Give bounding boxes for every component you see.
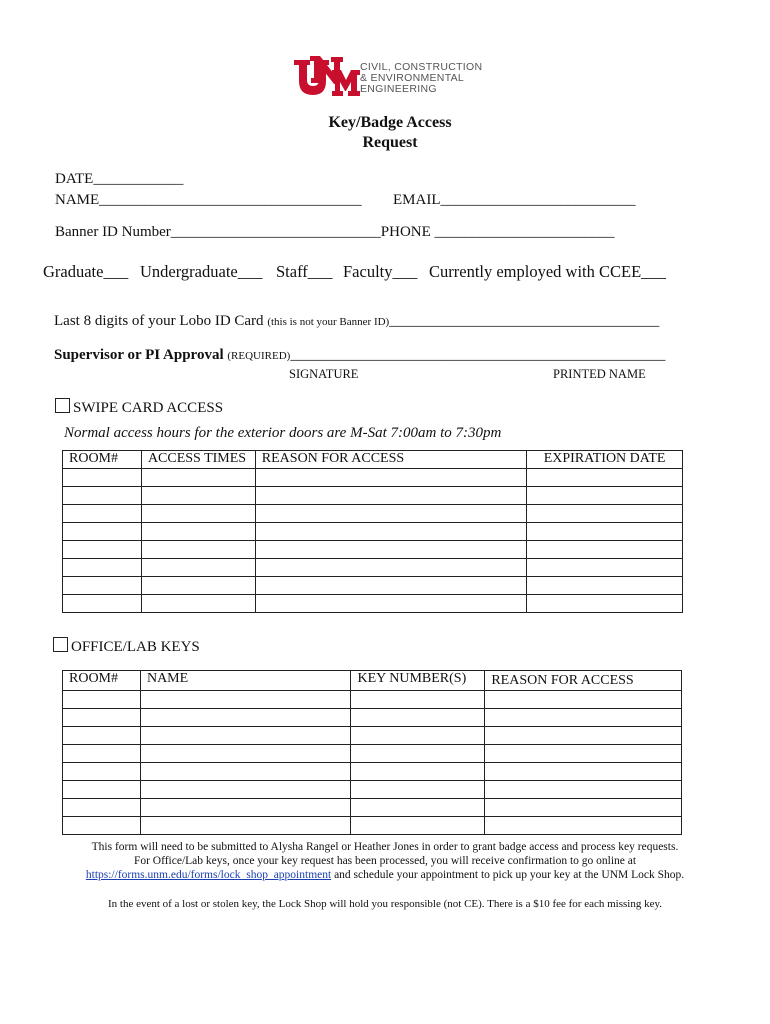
appointment-note-rest: and schedule your appointment to pick up your key at the UNM Lock Shop.	[331, 869, 685, 881]
email-field[interactable]: EMAIL__________________________	[393, 192, 636, 208]
undergraduate-option[interactable]: Undergraduate___	[140, 262, 263, 281]
swipe-card-checkbox[interactable]	[55, 398, 70, 413]
col-reason: REASON FOR ACCESS	[485, 671, 682, 691]
office-keys-checkbox[interactable]	[53, 637, 68, 652]
table-row[interactable]	[63, 469, 683, 487]
col-room: ROOM#	[63, 451, 142, 469]
swipe-card-section	[55, 398, 223, 417]
table-row[interactable]	[63, 577, 683, 595]
table-row[interactable]	[63, 781, 682, 799]
table-row[interactable]	[63, 691, 682, 709]
supervisor-line: __________________________________________________	[290, 347, 666, 363]
table-row[interactable]	[63, 745, 682, 763]
name-field[interactable]: NAME___________________________________	[55, 192, 362, 208]
key-confirmation-note: For Office/Lab keys, once your key request has been processed, you will receive confirmation to go online at	[133, 855, 637, 867]
faculty-option[interactable]: Faculty___	[343, 262, 418, 281]
appointment-note	[0, 869, 770, 881]
table-header-row	[63, 671, 682, 691]
supervisor-field[interactable]	[54, 347, 665, 364]
office-keys-heading: OFFICE/LAB KEYS	[71, 639, 200, 655]
col-expiration: EXPIRATION DATE	[527, 451, 683, 469]
form-title-line-1: Key/Badge Access	[328, 114, 452, 131]
supervisor-label: Supervisor or PI Approval	[54, 347, 224, 363]
lobo-id-label: Last 8 digits of your Lobo ID Card	[54, 313, 264, 329]
table-row[interactable]	[63, 559, 683, 577]
lock-shop-link[interactable]: https://forms.unm.edu/forms/lock_shop_appointment	[85, 869, 332, 881]
table-row[interactable]	[63, 799, 682, 817]
banner-phone-field[interactable]: Banner ID Number____________________________PHONE ________________________	[55, 224, 615, 240]
department-name	[360, 62, 482, 95]
col-name: NAME	[140, 671, 351, 691]
access-hours-note: Normal access hours for the exterior doors are M-Sat 7:00am to 7:30pm	[64, 425, 502, 441]
lobo-id-field[interactable]	[54, 313, 659, 330]
form-title-line-2: Request	[362, 134, 418, 151]
graduate-option[interactable]: Graduate___	[43, 262, 129, 281]
table-row[interactable]	[63, 523, 683, 541]
lost-key-note: In the event of a lost or stolen key, the Lock Shop will hold you responsible (not CE). There is a $10 fee for each missing key.	[107, 898, 663, 910]
date-field[interactable]: DATE____________	[55, 171, 184, 187]
lobo-id-note: (this is not your Banner ID)	[267, 316, 390, 328]
col-reason: REASON FOR ACCESS	[255, 451, 526, 469]
signature-caption: SIGNATURE	[289, 367, 359, 381]
table-row[interactable]	[63, 487, 683, 505]
dept-line-1: CIVIL, CONSTRUCTION	[360, 61, 483, 73]
swipe-card-heading: SWIPE CARD ACCESS	[73, 400, 224, 416]
col-access-times: ACCESS TIMES	[141, 451, 255, 469]
submission-note: This form will need to be submitted to Alysha Rangel or Heather Jones in order to grant badge access and process key requests.	[91, 841, 679, 853]
table-row[interactable]	[63, 763, 682, 781]
supervisor-required: (REQUIRED)	[227, 350, 291, 362]
col-key-numbers: KEY NUMBER(S)	[351, 671, 485, 691]
unm-logo	[292, 56, 360, 98]
table-row[interactable]	[63, 505, 683, 523]
table-row[interactable]	[63, 541, 683, 559]
ccee-option[interactable]: Currently employed with CCEE___	[429, 262, 666, 281]
table-header-row	[63, 451, 683, 469]
table-row[interactable]	[63, 727, 682, 745]
printed-name-caption: PRINTED NAME	[553, 367, 646, 381]
table-row[interactable]	[63, 817, 682, 835]
table-row[interactable]	[63, 595, 683, 613]
dept-line-3: ENGINEERING	[360, 83, 437, 95]
lobo-id-line: ____________________________________	[389, 313, 660, 329]
staff-option[interactable]: Staff___	[276, 262, 333, 281]
office-keys-table	[62, 670, 682, 835]
table-row[interactable]	[63, 709, 682, 727]
dept-line-2: & ENVIRONMENTAL	[360, 72, 465, 84]
col-room: ROOM#	[63, 671, 141, 691]
office-keys-section	[53, 637, 200, 656]
swipe-card-table	[62, 450, 683, 613]
